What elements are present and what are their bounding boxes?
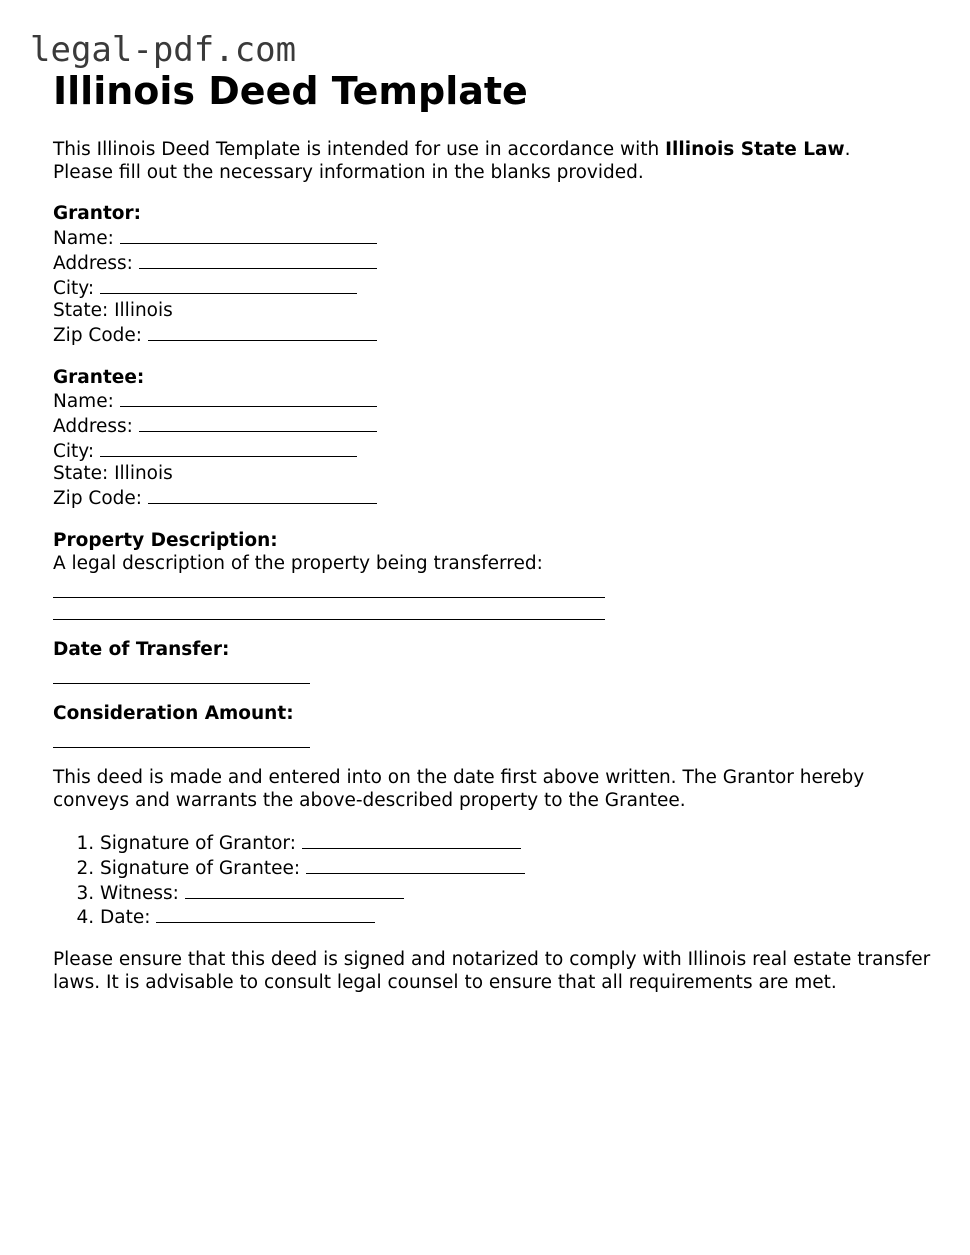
signature-grantor-field[interactable] <box>302 831 521 849</box>
signature-list <box>53 831 933 930</box>
property-description-line-2[interactable] <box>53 598 605 620</box>
signature-item-witness <box>100 881 933 906</box>
document-page <box>53 68 933 994</box>
grantee-state-line: State: Illinois <box>53 463 173 485</box>
property-section <box>53 530 933 620</box>
grantee-zip-row <box>53 486 933 511</box>
intro-period: . <box>844 139 851 160</box>
signature-date-label: Date: <box>100 907 157 929</box>
grantee-heading: Grantee: <box>53 366 145 388</box>
grantee-city-label: City: <box>53 440 101 462</box>
grantor-zip-label: Zip Code: <box>53 324 148 346</box>
transfer-date-field[interactable] <box>53 662 310 684</box>
signature-grantee-label: Signature of Grantee: <box>100 857 306 879</box>
grantor-address-field[interactable] <box>139 251 377 269</box>
grantor-city-label: City: <box>53 277 101 299</box>
grantor-address-label: Address: <box>53 252 139 274</box>
grantee-zip-label: Zip Code: <box>53 488 148 510</box>
intro-text: This Illinois Deed Template is intended for use in accordance with <box>53 139 666 160</box>
grantor-name-row <box>53 226 933 251</box>
grantee-city-row <box>53 439 933 464</box>
property-instructions: A legal description of the property being transferred: <box>53 552 543 574</box>
grantee-name-row <box>53 389 933 414</box>
signature-date-field[interactable] <box>156 905 375 923</box>
grantee-city-field[interactable] <box>100 439 357 457</box>
grantee-address-label: Address: <box>53 416 139 438</box>
signature-item-grantee <box>100 856 933 881</box>
grantor-name-field[interactable] <box>120 226 377 244</box>
intro-instructions: Please fill out the necessary information in the blanks provided. <box>53 161 644 183</box>
witness-label: Witness: <box>100 882 185 904</box>
signature-grantor-label: Signature of Grantor: <box>100 833 302 855</box>
grantee-zip-field[interactable] <box>148 486 377 504</box>
intro-paragraph <box>53 139 933 184</box>
intro-bold-law: Illinois State Law <box>665 139 845 160</box>
grantee-address-row <box>53 414 933 439</box>
grantor-address-row <box>53 251 933 276</box>
grantor-city-row <box>53 276 933 301</box>
property-description-line-1[interactable] <box>53 575 605 597</box>
grantor-zip-row <box>53 323 933 348</box>
grantor-section <box>53 203 933 347</box>
signature-item-grantor <box>100 831 933 856</box>
grantee-section <box>53 367 933 511</box>
grantee-address-field[interactable] <box>139 414 377 432</box>
grantee-name-label: Name: <box>53 391 120 413</box>
closing-note: Please ensure that this deed is signed and notarized to comply with Illinois real estate transfer laws. It is advisable to consult legal counsel to ensure that all requirements are met. <box>53 949 931 993</box>
consideration-section <box>53 703 933 748</box>
grantor-heading: Grantor: <box>53 203 142 225</box>
grantor-state-line: State: Illinois <box>53 300 173 322</box>
witness-field[interactable] <box>185 881 404 899</box>
property-heading: Property Description: <box>53 529 278 551</box>
watermark: legal-pdf.com <box>30 30 297 70</box>
grantor-name-label: Name: <box>53 228 120 250</box>
transfer-date-section <box>53 639 933 684</box>
deed-statement: This deed is made and entered into on the date first above written. The Grantor hereby conveys and warrants the above-described property to the Grantee. <box>53 766 865 811</box>
page-title: Illinois Deed Template <box>53 69 528 113</box>
transfer-date-heading: Date of Transfer: <box>53 638 230 660</box>
grantor-zip-field[interactable] <box>148 323 377 341</box>
signature-grantee-field[interactable] <box>306 856 525 874</box>
signature-item-date <box>100 905 933 930</box>
consideration-amount-field[interactable] <box>53 726 310 748</box>
consideration-heading: Consideration Amount: <box>53 702 294 724</box>
grantor-city-field[interactable] <box>100 276 357 294</box>
grantee-name-field[interactable] <box>120 389 377 407</box>
